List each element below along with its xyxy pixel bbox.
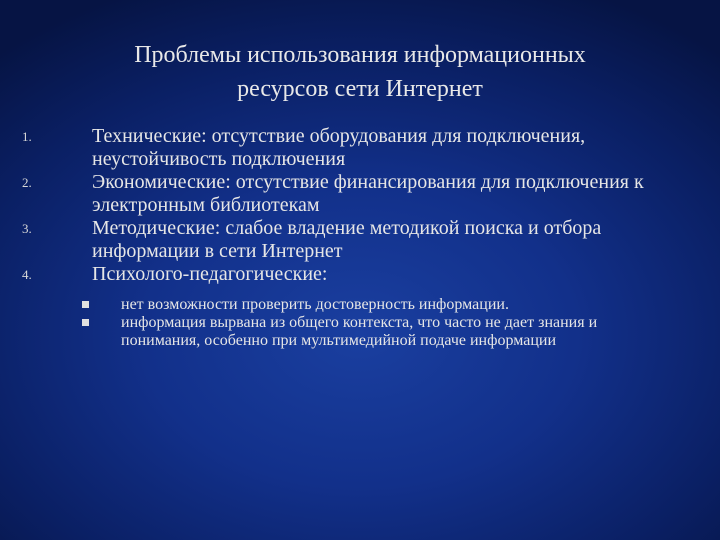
slide-title-line-2: ресурсов сети Интернет <box>237 76 483 102</box>
list-item-number: 2. <box>22 175 32 190</box>
sub-list-item <box>0 296 680 314</box>
list-item-economic <box>0 171 720 217</box>
list-item-number: 3. <box>22 221 32 236</box>
list-item-text: Психолого-педагогические: <box>92 263 328 285</box>
slide-title-line-1: Проблемы использования информационных <box>134 42 586 68</box>
slide-title <box>40 38 680 106</box>
list-item-methodical <box>0 217 720 263</box>
list-item-text: Методические: слабое владение методикой поиска и отбора информации в сети Интернет <box>92 217 602 262</box>
psychological-subitems <box>92 296 680 350</box>
sub-list-item <box>0 314 680 350</box>
square-bullet-icon <box>82 319 89 326</box>
list-item-technical <box>0 125 720 171</box>
list-item-number: 4. <box>22 267 32 282</box>
list-item-number: 1. <box>22 129 32 144</box>
sub-list-item-text: информация вырвана из общего контекста, что часто не дает знания и понимания, особенно при мультимедийной подаче информации <box>121 314 598 349</box>
sub-list-item-text: нет возможности проверить достоверность информации. <box>121 296 509 313</box>
list-item-text: Экономические: отсутствие финансирования для подключения к электронным библиотекам <box>92 171 644 216</box>
list-item-text: Технические: отсутствие оборудования для подключения, неустойчивость подключения <box>92 125 586 170</box>
list-item-psychological <box>0 263 720 350</box>
problems-list <box>0 125 720 350</box>
square-bullet-icon <box>82 301 89 308</box>
